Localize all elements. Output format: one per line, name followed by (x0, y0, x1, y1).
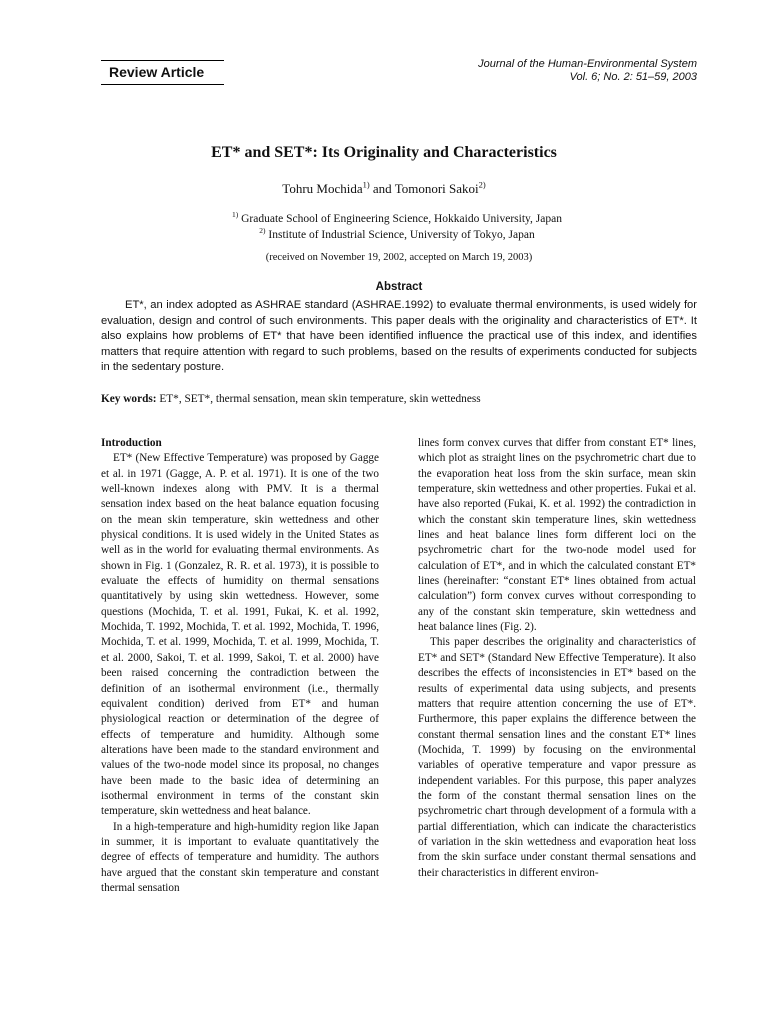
paragraph-left-2: In a high-temperature and high-humidity region like Japan in summer, it is important to evaluate quantitatively the degree of effects of temperature and humidity. The authors have argued that the constant skin temperature and constant thermal sensation (101, 820, 379, 894)
paragraph-left-1: ET* (New Effective Temperature) was proposed by Gagge et al. in 1971 (Gagge, A. P. et al. 1971). It is one of the two well-known indexes along with PMV. It is a thermal sensation index based on the heat balance equation focusing on the mean skin temperature, skin wettedness and other physical conditions. It is used widely in the United States as well as in the world for evaluating thermal environments. As shown in Fig. 1 (Gonzalez, R. R. et al. 1973), it is possible to evaluate the effects of humidity on thermal sensations quantitatively by using skin wettedness. However, some questions (Mochida, T. et al. 1991, Fukai, K. et al. 1992, Mochida, T. 1992, Mochida, T. et al. 1992, Mochida, T. 1996, Mochida, T. et al. 1999, Mochida, T. et al. 1999, Mochida, T. et al. 2000, Sakoi, T. et al. 1999, Sakoi, T. et al. 2000) have been raised concerning the contradiction between the definition of an isothermal environment (i.e., thermally equivalent condition) derived from ET* and human physiological reaction or determination of the degree of effects of temperature and humidity. Although some alterations have been made to the standard environment and values of the two-node model since its proposal, no changes have been made to the basic idea of determining an isothermal environment in terms of the constant skin temperature, skin wettedness and heat balance. (101, 452, 379, 818)
received-date: (received on November 19, 2002, accepted on March 19, 2003) (265, 252, 533, 263)
paragraph-right-2: This paper describes the originality and characteristics of ET* and SET* (Standard New Effective Temperature). It also describes the effects of inconsistencies in ET* based on the results of experimental data using subjects, and presents matters that require attention concerning the use of ET*. Furthermore, this paper explains the difference between the constant thermal sensation lines and the constant ET* lines (Mochida, T. 1999) by focusing on the environmental variables of operative temperature and vapor pressure as independent variables. For this purpose, this paper analyzes the form of the constant thermal sensation lines on the psychrometric chart through development of a formula with a partial differentiation, which can indicate the characteristics of variation in the skin wettedness and evaporation heat loss from the skin surface under constant thermal sensations and their characteristics in different environ- (418, 636, 696, 879)
author-line (0, 181, 768, 197)
journal-name: Journal of the Human-Environmental System (478, 58, 697, 70)
article-type-label: Review Article (101, 60, 224, 85)
keywords-label: Key words: (101, 393, 157, 405)
author-1-mark: 1) (362, 179, 370, 190)
affiliations (0, 211, 768, 243)
abstract-text: ET*, an index adopted as ASHRAE standard (ASHRAE.1992) to evaluate thermal environments, is used widely for evaluation, design and control of such environments. This paper deals with the originality and characteristics of ET*. It also explains how problems of ET* that have been identified influence the practical use of this index, and identifies matters that require attention with regard to such problems, based on the results of experiments conducted for subjects in the sedentary posture. (101, 299, 697, 374)
affiliation-1 (0, 211, 768, 227)
affiliation-1-mark: 1) (232, 210, 239, 220)
body-column-left (101, 436, 379, 896)
author-1-name: Tohru Mochida (282, 181, 363, 196)
paragraph-right-1: lines form convex curves that differ from constant ET* lines, which plot as straight lines on the psychrometric chart due to the evaporation heat loss from the skin surface, mean skin temperature, skin wettedness and other properties. Fukai et al. have also reported (Fukai, K. et al. 1992) the contradiction in which the constant skin temperature lines, skin wettedness lines and heat balance lines form different loci on the psychrometric chart for the two-node model used for calculation of ET*, and in which the calculated constant ET* lines (hereinafter: “constant ET* lines obtained from actual calculation”) form convex curves without corresponding to any of the constant skin temperature, skin wettedness and heat balance lines (Fig. 2). (418, 437, 696, 634)
journal-info (478, 58, 697, 83)
journal-volume: Vol. 6; No. 2: 51–59, 2003 (569, 70, 697, 83)
paper-title: ET* and SET*: Its Originality and Characteristics (211, 144, 557, 161)
abstract-heading: Abstract (375, 281, 423, 293)
affiliation-2-mark: 2) (259, 226, 266, 236)
section-heading-introduction: Introduction (101, 437, 162, 449)
affiliation-1-text: Graduate School of Engineering Science, Hokkaido University, Japan (238, 213, 562, 225)
body-column-right (418, 436, 696, 881)
author-2-mark: 2) (478, 179, 486, 190)
affiliation-2 (0, 227, 768, 243)
author-2-name: Tomonori Sakoi (394, 181, 479, 196)
author-join: and (369, 181, 395, 196)
affiliation-2-text: Institute of Industrial Science, University of Tokyo, Japan (265, 229, 535, 241)
keywords (101, 393, 701, 405)
keywords-text: ET*, SET*, thermal sensation, mean skin temperature, skin wettedness (156, 393, 481, 405)
